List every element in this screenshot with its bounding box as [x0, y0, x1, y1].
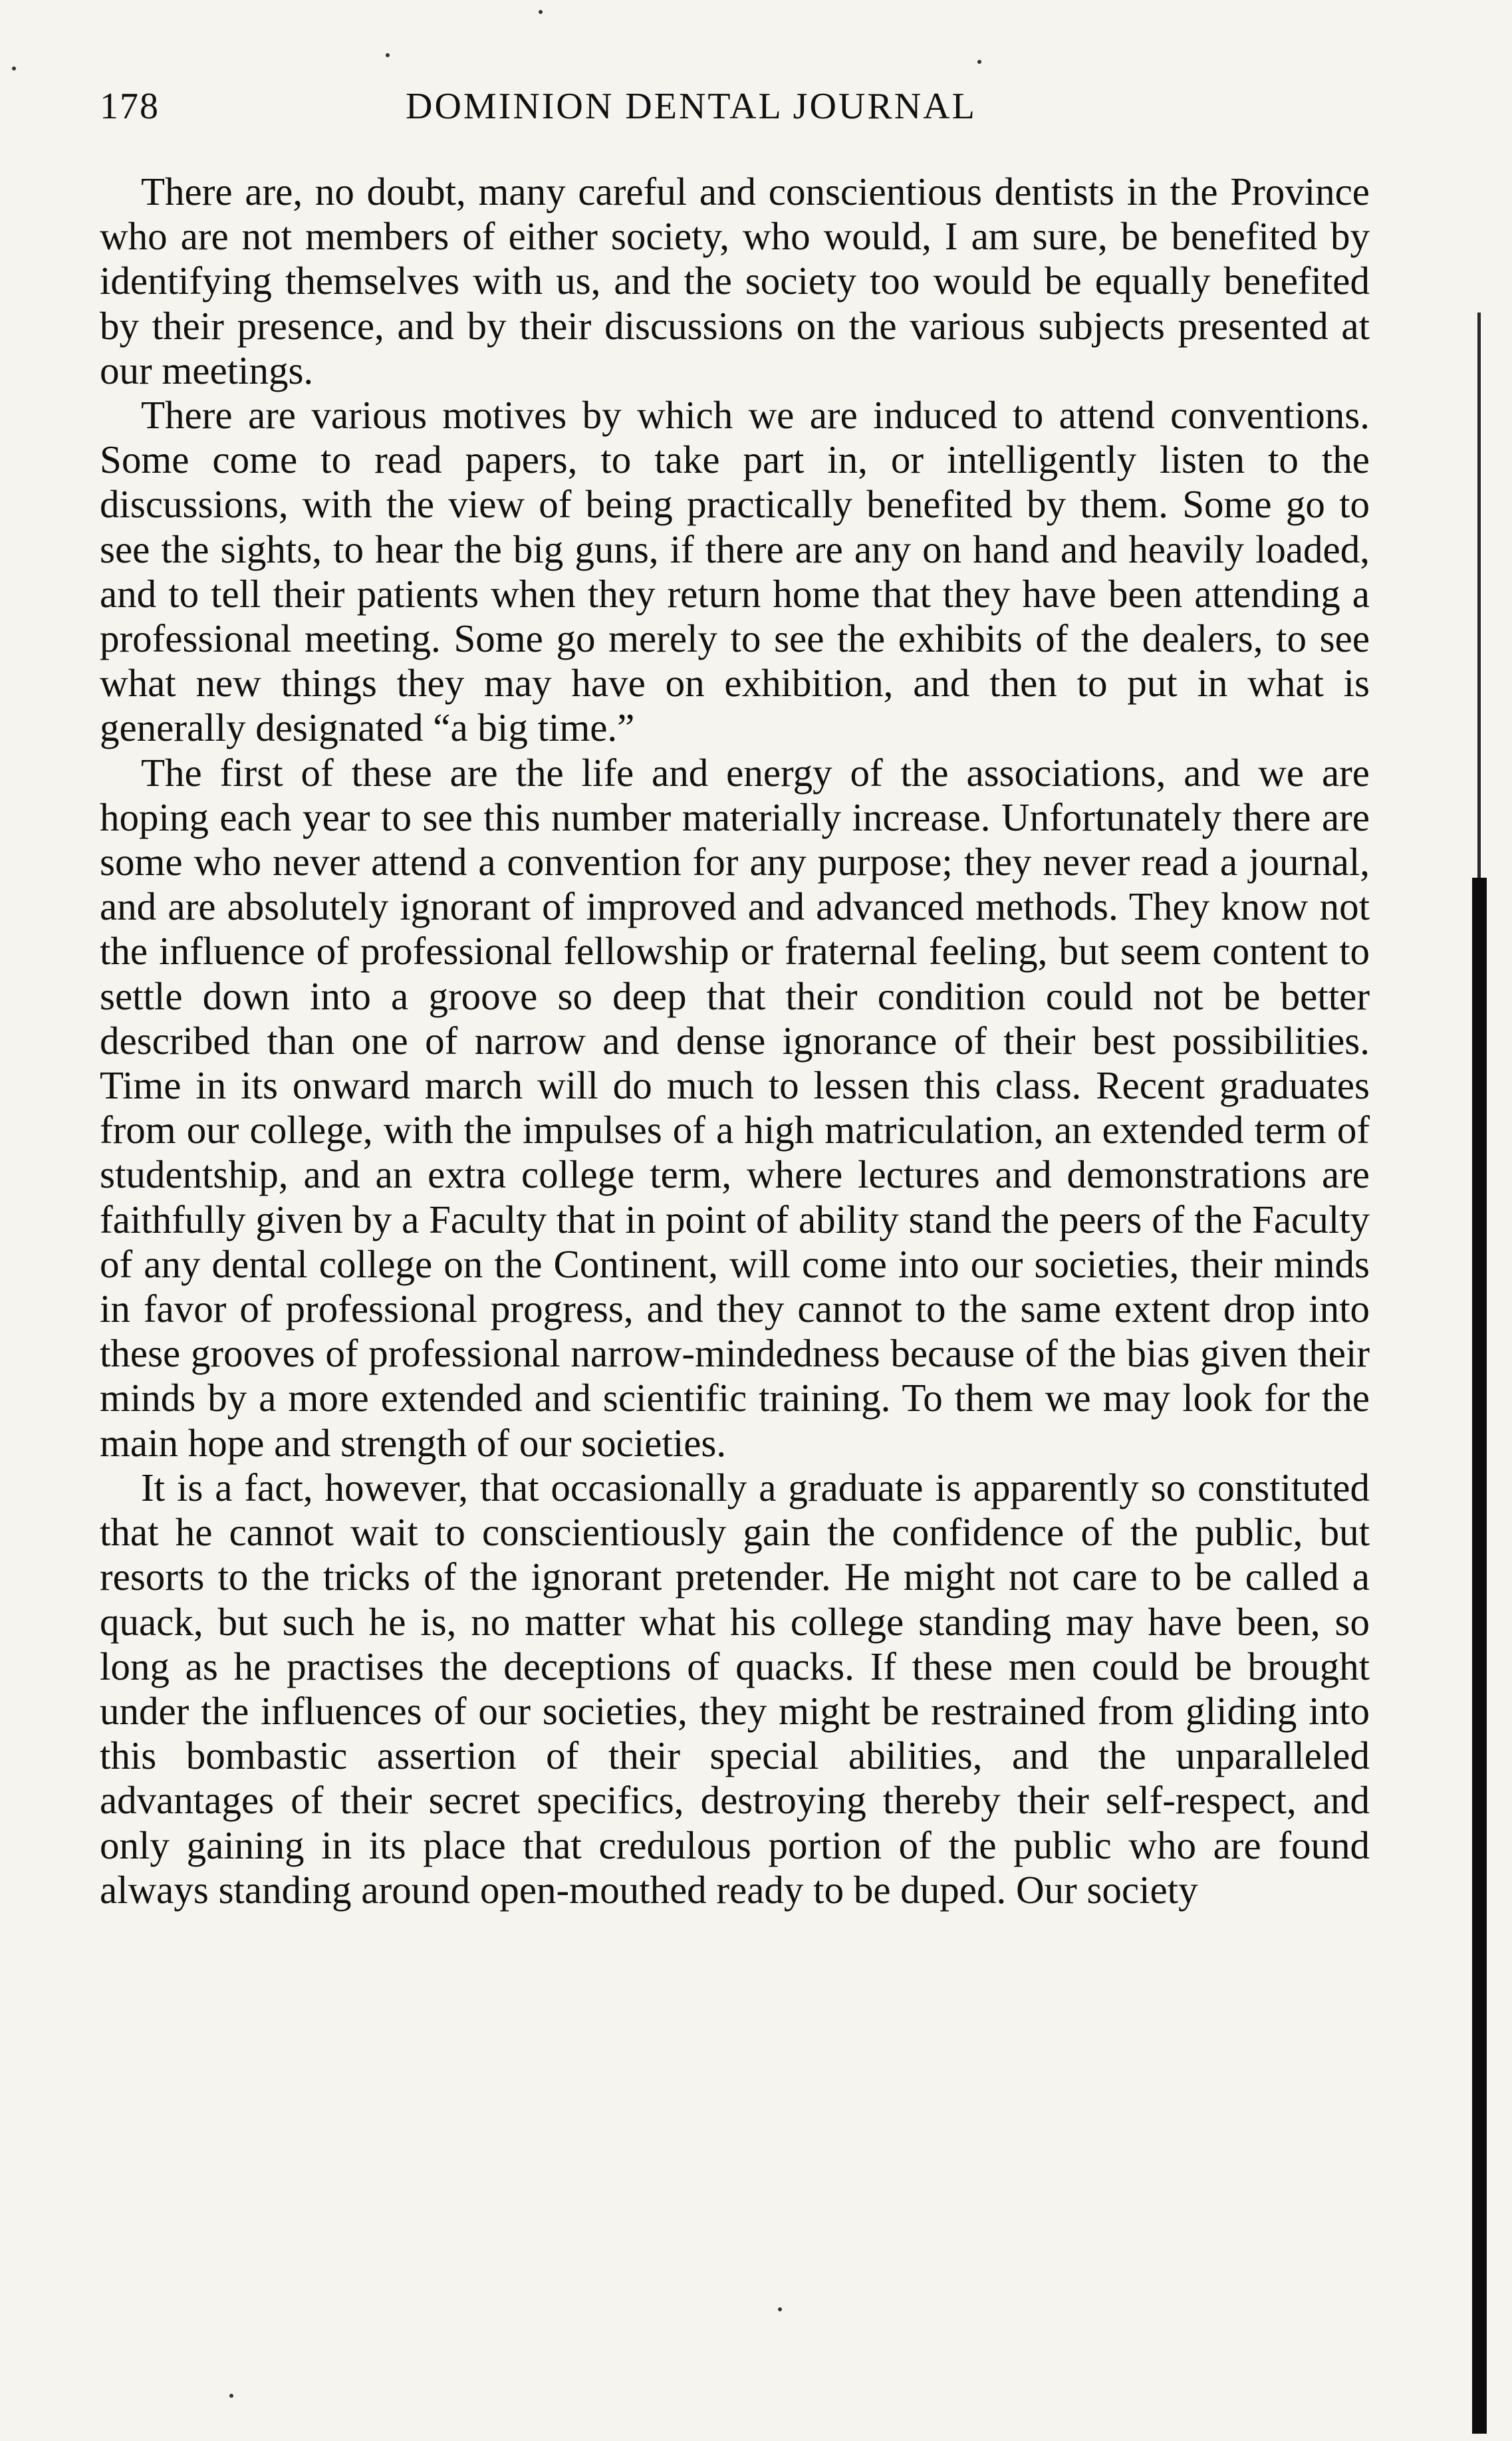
paragraph-3: The first of these are the life and energy of the associations, and we are hoping each year to see this number materially increase. Unfortunately there are some who never attend a convention for any purpose; they never read a journal, and are absolutely ignorant of improved and advanced methods. They know not the influence of professional fellowship or fraternal feeling, but seem content to settle down into a groove so deep that their condition could not be better described than one of narrow and dense ignorance of their best possibilities. Time in its onward march will do much to lessen this class. Recent graduates from our college, with the impulses of a high matriculation, an extended term of studentship, and an extra college term, where lectures and demonstrations are faithfully given by a Faculty that in point of ability stand the peers of the Faculty of any dental college on the Continent, will come into our societies, their minds in favor of professional progress, and they cannot to the same extent drop into these grooves of professional narrow-mindedness because of the bias given their minds by a more extended and scientific training. To them we may look for the main hope and strength of our societies.: [100, 750, 1370, 1465]
paragraph-1: There are, no doubt, many careful and conscientious dentists in the Province who are not members of either society, who would, I am sure, be benefited by identifying themselves with us, and the society too would be equally benefited by their presence, and by their discussions on the various subjects presented at our meetings.: [100, 170, 1370, 392]
scan-speck: [12, 66, 16, 70]
scan-speck: [539, 10, 543, 14]
scan-speck: [778, 2307, 782, 2311]
scan-speck: [977, 60, 981, 64]
page-header: [100, 85, 1077, 138]
page-number: 178: [100, 86, 160, 127]
paragraph-4: It is a fact, however, that occasionally a graduate is apparently so constituted that he cannot wait to conscientiously gain the confidence of the public, but resorts to the tricks of the ignorant pretender. He might not care to be called a quack, but such he is, no matter what his college standing may have been, so long as he practises the deceptions of quacks. If these men could be brought under the influences of our societies, they might be restrained from gliding into this bombastic assertion of their special abilities, and the unparalleled advantages of their secret specifics, destroying thereby their self-respect, and only gaining in its place that credulous portion of the public who are found always standing around open-mouthed ready to be duped. Our society: [100, 1465, 1370, 1912]
running-head: DOMINION DENTAL JOURNAL: [406, 86, 977, 127]
paragraph-2: There are various motives by which we are induced to attend conventions. Some come to read papers, to take part in, or intelligently listen to the discussions, with the view of being practically benefited by them. Some go to see the sights, to hear the big guns, if there are any on hand and heavily loaded, and to tell their patients when they return home that they have been attending a professional meeting. Some go merely to see the exhibits of the dealers, to see what new things they may have on exhibition, and then to put in what is generally designated “a big time.”: [100, 393, 1370, 750]
scan-speck: [229, 2394, 233, 2398]
scan-speck: [386, 53, 390, 57]
article-body: [100, 170, 1370, 1912]
scan-edge-line: [1477, 313, 1481, 878]
scan-edge-bar: [1472, 878, 1487, 2434]
